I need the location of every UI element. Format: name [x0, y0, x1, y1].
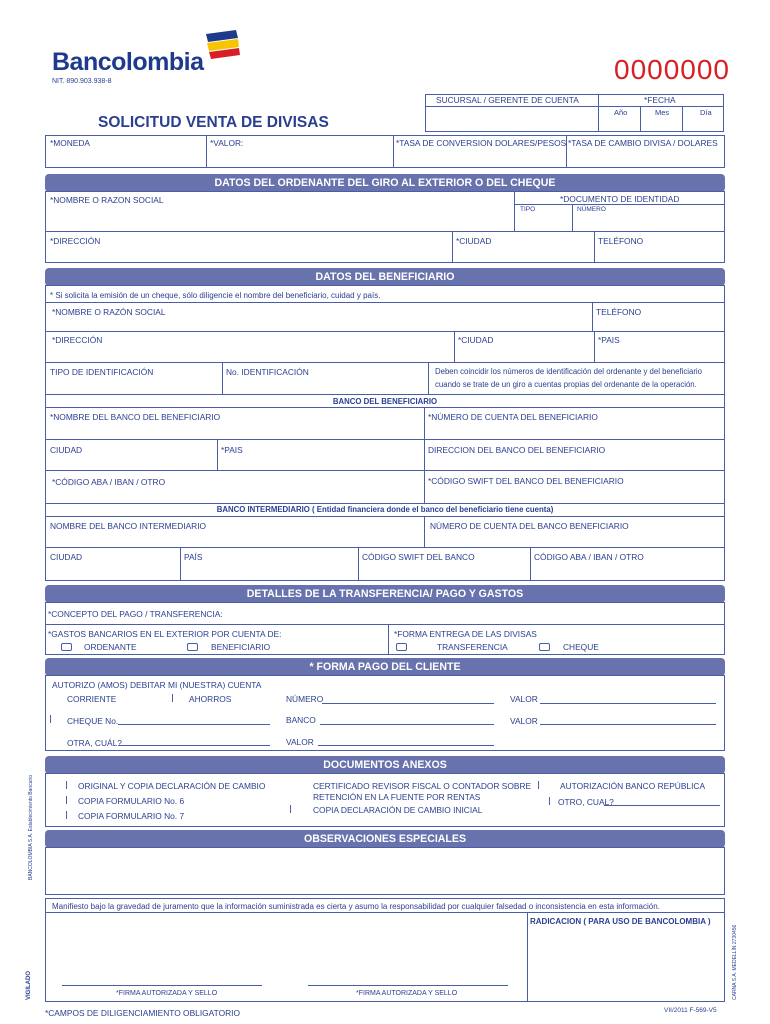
ordenante-numero-field[interactable]: NÚMERO: [577, 206, 606, 213]
valor-label-1: VALOR: [510, 694, 538, 704]
ordenante-tipo-field[interactable]: TIPO: [520, 206, 536, 213]
gastos-label: *GASTOS BANCARIOS EN EL EXTERIOR POR CUENTA DE:: [48, 629, 282, 639]
nombre-banco-field[interactable]: *NOMBRE DEL BANCO DEL BENEFICIARIO: [50, 412, 221, 422]
anexo-a1-checkbox[interactable]: [66, 781, 67, 789]
sucursal-label: SUCURSAL / GERENTE DE CUENTA: [436, 95, 579, 105]
anexo-c1-label: AUTORIZACIÓN BANCO REPÚBLICA: [560, 781, 706, 791]
beneficiario-no-id-field[interactable]: No. IDENTIFICACIÓN: [226, 367, 309, 377]
firma-box: [45, 898, 725, 1002]
autorizo-label: AUTORIZO (AMOS) DEBITAR MI (NUESTRA) CUENTA: [52, 680, 262, 690]
valor-input-2[interactable]: [540, 724, 716, 725]
anexos-band: DOCUMENTOS ANEXOS: [45, 756, 725, 774]
firma2-line[interactable]: [308, 985, 508, 986]
numero-label: NÚMERO: [286, 694, 324, 704]
beneficiario-checkbox[interactable]: [187, 643, 198, 651]
otra-cual-label: OTRA, CUÁL?: [67, 738, 122, 748]
beneficiario-pais-field[interactable]: *PAIS: [598, 335, 620, 345]
banco-ciudad-field[interactable]: CIUDAD: [50, 445, 83, 455]
identificacion-aviso-1: Deben coincidir los números de identificación del ordenante y del beneficiario: [435, 367, 702, 376]
manifiesto-text: Manifiesto bajo la gravedad de juramento que la información suministrada es cierta y asumo la responsabilidad por cualquier falsedad o inconsistencia en esta información.: [52, 902, 660, 911]
otro-cual-input[interactable]: [604, 805, 720, 806]
anexo-a1-label: ORIGINAL Y COPIA DECLARACIÓN DE CAMBIO: [78, 781, 266, 791]
observaciones-band: OBSERVACIONES ESPECIALES: [45, 830, 725, 848]
observaciones-field[interactable]: [45, 847, 725, 895]
anio-label: Año: [614, 108, 628, 117]
brand-logo: [52, 44, 242, 80]
anexo-a3-label: COPIA FORMULARIO No. 7: [78, 811, 185, 821]
ordenante-direccion-field[interactable]: *DIRECCIÓN: [50, 236, 101, 246]
beneficiario-option-label: BENEFICIARIO: [211, 642, 271, 652]
cheque-checkbox[interactable]: [539, 643, 550, 651]
cheque-option-label: CHEQUE: [563, 642, 599, 652]
valor-input-3[interactable]: [318, 745, 494, 746]
banco-input[interactable]: [320, 724, 494, 725]
ordenante-telefono-field[interactable]: TELÉFONO: [598, 236, 644, 246]
anexo-a2-checkbox[interactable]: [66, 796, 67, 804]
fecha-label: *FECHA: [644, 95, 676, 105]
direccion-banco-field[interactable]: DIRECCION DEL BANCO DEL BENEFICIARIO: [428, 445, 606, 455]
beneficiario-nota: * Si solicita la emisión de un cheque, sólo diligencie el nombre del beneficiario, cuidad y país.: [50, 291, 381, 300]
anexo-b1b-label: RETENCIÓN EN LA FUENTE POR RENTAS: [313, 792, 481, 802]
dia-label: Día: [700, 108, 712, 117]
side-text-right: CARNA S.A. MEDELLÍN 2730456: [732, 924, 738, 1000]
anexo-c2-label: OTRO, CUAL?: [558, 797, 614, 807]
beneficiario-tipo-id-field[interactable]: TIPO DE IDENTIFICACIÓN: [50, 367, 154, 377]
anexo-a3-checkbox[interactable]: [66, 811, 67, 819]
numero-input[interactable]: [322, 703, 494, 704]
forma-entrega-label: *FORMA ENTREGA DE LAS DIVISAS: [394, 629, 537, 639]
version-code: VII/2011 F-569-V5: [664, 1007, 717, 1014]
codigo-aba-field[interactable]: *CÓDIGO ABA / IBAN / OTRO: [52, 477, 166, 487]
otra-cual-input[interactable]: [118, 745, 270, 746]
valor-label-2: VALOR: [510, 716, 538, 726]
ahorros-option[interactable]: AHORROS: [189, 694, 232, 704]
cheque-pago-checkbox[interactable]: [50, 715, 51, 723]
valor-field[interactable]: *VALOR:: [210, 138, 244, 148]
intermediario-swift-field[interactable]: CÓDIGO SWIFT DEL BANCO: [362, 552, 475, 562]
ordenante-nombre-field[interactable]: *NOMBRE O RAZON SOCIAL: [50, 195, 164, 205]
intermediario-pais-field[interactable]: PAÍS: [184, 552, 203, 562]
codigo-swift-field[interactable]: *CÓDIGO SWIFT DEL BANCO DEL BENEFICIARIO: [428, 476, 624, 486]
banco-pais-field[interactable]: *PAIS: [221, 445, 243, 455]
cheque-no-input[interactable]: [118, 724, 270, 725]
ordenante-documento-label: *DOCUMENTO DE IDENTIDAD: [560, 194, 680, 204]
ordenante-option-label: ORDENANTE: [84, 642, 137, 652]
intermediario-ciudad-field[interactable]: CIUDAD: [50, 552, 83, 562]
forma-pago-band: * FORMA PAGO DEL CLIENTE: [45, 658, 725, 676]
transferencia-band: DETALLES DE LA TRANSFERENCIA/ PAGO Y GASTOS: [45, 585, 725, 603]
form-number: 0000000: [614, 54, 731, 85]
anexo-b2-checkbox[interactable]: [290, 805, 291, 813]
beneficiario-band: DATOS DEL BENEFICIARIO: [45, 268, 725, 286]
firma1-line[interactable]: [62, 985, 262, 986]
tasa-cambio-field[interactable]: *TASA DE CAMBIO DIVISA / DOLARES: [568, 138, 718, 148]
bancolombia-wordmark: Bancolombia: [52, 48, 204, 76]
transferencia-option-label: TRANSFERENCIA: [437, 642, 508, 652]
ordenante-ciudad-field[interactable]: *CIUDAD: [456, 236, 492, 246]
beneficiario-box: [45, 285, 725, 581]
ordenante-band: DATOS DEL ORDENANTE DEL GIRO AL EXTERIOR O DEL CHEQUE: [45, 174, 725, 192]
intermediario-aba-field[interactable]: CÓDIGO ABA / IBAN / OTRO: [534, 552, 644, 562]
mes-label: Mes: [655, 108, 670, 117]
beneficiario-nombre-field[interactable]: *NOMBRE O RAZÓN SOCIAL: [52, 307, 166, 317]
moneda-field[interactable]: *MONEDA: [50, 138, 91, 148]
tasa-conversion-field[interactable]: *TASA DE CONVERSION DOLARES/PESOS: [396, 138, 567, 148]
anexo-c1-checkbox[interactable]: [538, 781, 539, 789]
concepto-field[interactable]: *CONCEPTO DEL PAGO / TRANSFERENCIA:: [48, 609, 223, 619]
page-title: SOLICITUD VENTA DE DIVISAS: [98, 114, 329, 131]
intermediario-cuenta-field[interactable]: NÚMERO DE CUENTA DEL BANCO BENEFICIARIO: [430, 521, 629, 531]
beneficiario-ciudad-field[interactable]: *CIUDAD: [458, 335, 494, 345]
banco-intermediario-subheader: BANCO INTERMEDIARIO ( Entidad financiera donde el banco del beneficiario tiene cuenta): [216, 505, 554, 514]
banco-beneficiario-subheader: BANCO DEL BENEFICIARIO: [332, 397, 438, 406]
side-text-left-1: BANCOLOMBIA S.A. Establecimiento Bancario: [28, 774, 34, 880]
intermediario-nombre-field[interactable]: NOMBRE DEL BANCO INTERMEDIARIO: [50, 521, 207, 531]
firma1-label: *FIRMA AUTORIZADA Y SELLO: [116, 990, 218, 997]
banco-label: BANCO: [286, 715, 316, 725]
identificacion-aviso-2: cuando se trate de un giro a cuentas propias del ordenante de la operación.: [435, 380, 697, 389]
anexo-b1-label: CERTIFICADO REVISOR FISCAL O CONTADOR SOBRE: [313, 781, 532, 791]
transferencia-checkbox[interactable]: [396, 643, 407, 651]
anexo-a2-label: COPIA FORMULARIO No. 6: [78, 796, 185, 806]
beneficiario-direccion-field[interactable]: *DIRECCIÓN: [52, 335, 103, 345]
anexo-b2-label: COPIA DECLARACIÓN DE CAMBIO INICIAL: [313, 805, 483, 815]
anexo-c2-checkbox[interactable]: [549, 797, 550, 805]
campos-obligatorios-note: *CAMPOS DE DILIGENCIAMIENTO OBLIGATORIO: [45, 1008, 240, 1018]
side-text-vigilado: VIGILADO: [26, 970, 32, 1000]
radicacion-label: RADICACION ( PARA USO DE BANCOLOMBIA ): [530, 917, 711, 926]
corriente-option[interactable]: CORRIENTE: [67, 694, 117, 704]
ordenante-checkbox[interactable]: [61, 643, 72, 651]
ahorros-checkbox[interactable]: [172, 694, 173, 702]
nit-text: NIT. 890.903.938-8: [52, 78, 112, 85]
beneficiario-telefono-field[interactable]: TELÉFONO: [596, 307, 642, 317]
valor-label-3: VALOR: [286, 737, 314, 747]
cheque-no-label: CHEQUE No.: [67, 716, 119, 726]
valor-input-1[interactable]: [540, 703, 716, 704]
firma2-label: *FIRMA AUTORIZADA Y SELLO: [356, 990, 458, 997]
numero-cuenta-field[interactable]: *NÚMERO DE CUENTA DEL BENEFICIARIO: [428, 412, 598, 422]
logo-flag-icon: [202, 30, 242, 62]
